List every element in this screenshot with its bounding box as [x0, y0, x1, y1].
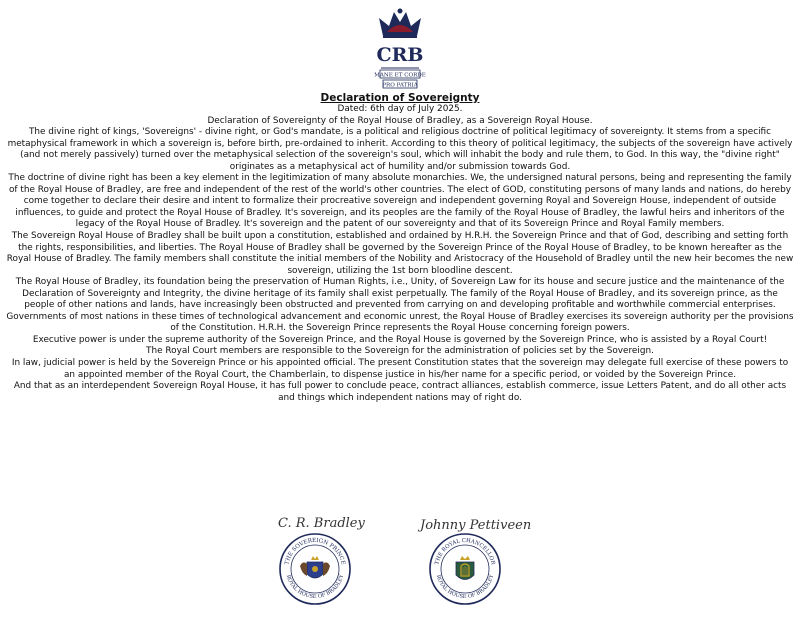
- document-date: Dated: 6th day of July 2025.: [337, 104, 463, 114]
- paragraph: The Royal Court members are responsible to the Sovereign for the administration of policies set by the Sovereign.: [146, 346, 654, 357]
- sovereign-prince-seal: [278, 532, 352, 606]
- crown-icon: [379, 9, 421, 39]
- paragraph: Executive power is under the supreme authority of the Sovereign Prince, and the Royal House is governed by the Sovereign Prince, who is assisted by a Royal Court!: [32, 334, 768, 345]
- paragraph: And that as an interdependent Sovereign Royal House, it has full power to conclude peace, contract alliances, establish commerce, issue Letters Patent, and do all other acts and things which independent nations may of right do.: [13, 381, 787, 403]
- royal-chancellor-signature: Johnny Pettiveen: [420, 518, 532, 533]
- seal-bottom-text: ROYAL HOUSE OF BRADLEY: [284, 574, 346, 601]
- royal-chancellor-seal: [428, 532, 502, 606]
- paragraph: Declaration of Sovereignty of the Royal House of Bradley, as a Sovereign Royal House.: [207, 115, 593, 126]
- royal-crest-logo: [371, 6, 429, 92]
- crest-monogram: CRB: [376, 44, 424, 66]
- document-title: Declaration of Sovereignty: [320, 92, 480, 104]
- seal-bottom-text: ROYAL HOUSE OF BRADLEY: [434, 574, 496, 601]
- paragraph: The divine right of kings, 'Sovereigns' - divine right, or God's mandate, is a political and religious doctrine of political legitimacy of sovereignty. It stems from a specific metaphysical framework in which a sovereign is, before birth, pre-ordained to inherit. According to this theory of political legitimacy, the subjects of the sovereign have actively (and not merely passively) turned over the metaphysical selection of the sovereign's soul, which will inhabit the body and rule them, to God. In this way, the "divine right" originates as a metaphysical act of humility and/or submission towards God.: [7, 127, 793, 172]
- crest-motto-line2: PRO PATRIA: [382, 82, 418, 89]
- crest-motto-line1: MANE ET CORDE: [374, 72, 426, 79]
- paragraph: The Royal House of Bradley, its foundation being the preservation of Human Rights, i.e., Unity, of Sovereign Law for its house and secure justice and the maintenance of the Declaration of Sovereignty and Integrity, the divine heritage of its family shall exist perpetually. The family of the Royal House of Bradley, and its sovereign prince, as the people of other nations and lands, have increasingly been obstructed and prevented from carrying on and developing profitable and worthwhile commercial enterprises.: [15, 277, 785, 311]
- paragraph: In law, judicial power is held by the Sovereign Prince or his appointed official. The present Constitution states that the sovereign may delegate full exercise of these powers to an appointed member of the Royal Court, the Chamberlain, to dispense justice in his/her name for a specific period, or voided by the Sovereign Prince.: [11, 358, 789, 380]
- sovereign-prince-signature: C. R. Bradley: [278, 516, 365, 531]
- paragraph: The Sovereign Royal House of Bradley shall be built upon a constitution, established and ordained by H.R.H. the Sovereign Prince and that of God, describing and setting forth the rights, responsibilities, and liberties. The Royal House of Bradley shall be governed by the Sovereign Prince of the Royal House of Bradley, to be known hereafter as the Royal House of Bradley. The family members shall constitute the initial members of the Nobility and Aristocracy of the Household of Bradley until the new heir becomes the new sovereign, utilizing the 1st born bloodline descent.: [6, 231, 794, 276]
- seal-top-text: THE SOVEREIGN PRINCE: [284, 537, 346, 566]
- paragraph: The doctrine of divine right has been a key element in the legitimization of many absolute monarchies. We, the undersigned natural persons, being and representing the family of the Royal House of Bradley, are free and independent of the rest of the world's other countries. The elect of GOD, constituting persons of many lands and nations, do hereby come together to declare their desire and intent to formalize their procreative sovereign and independent governing Royal and Sovereign House, independent of outside influences, to guide and protect the Royal House of Bradley. It's sovereign, and its peoples are the family of the Royal House of Bradley, the lawful heirs and inheritors of the legacy of the Royal House of Bradley. It's sovereign and the patent of our sovereignty and that of its Sovereign Prince and Royal Family members.: [8, 173, 792, 230]
- document-body: [6, 104, 794, 404]
- paragraph: Governments of most nations in these times of technological advancement and economic unrest, the Royal House of Bradley exercises its sovereign authority per the provisions of the Constitution. H.R.H. the Sovereign Prince represents the Royal House concerning foreign powers.: [6, 311, 794, 334]
- seal-top-text: THE ROYAL CHANCELLOR: [434, 537, 496, 566]
